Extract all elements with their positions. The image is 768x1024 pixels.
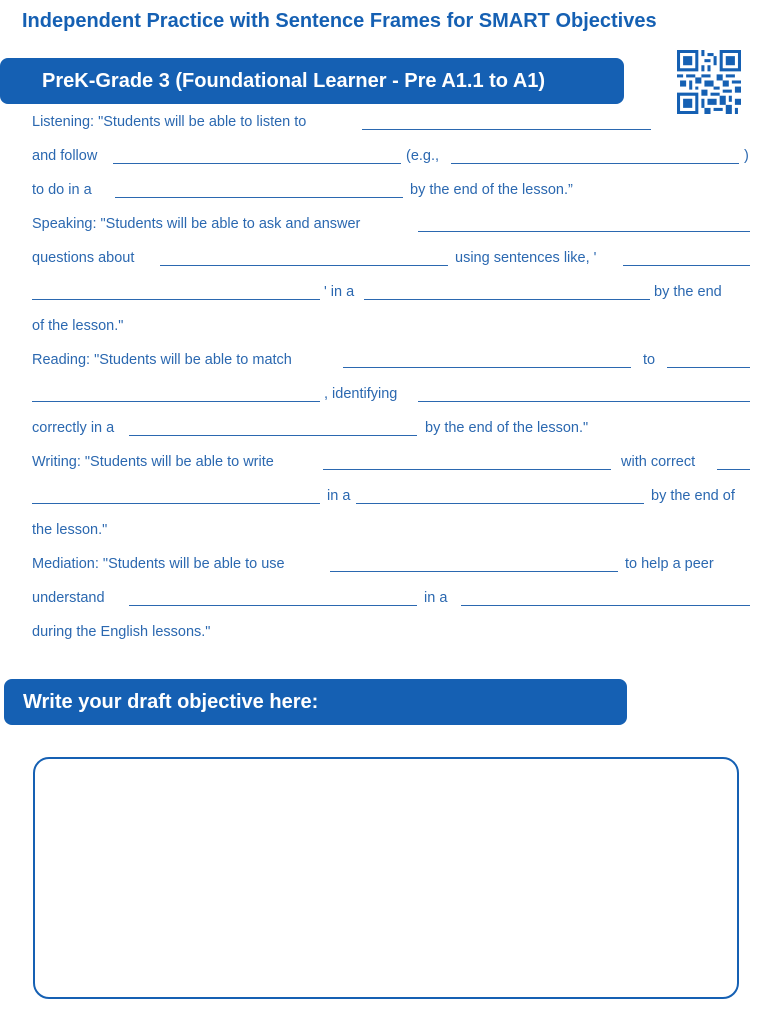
draft-objective-textarea[interactable] bbox=[33, 757, 739, 999]
listening-blank-instructions[interactable] bbox=[113, 163, 401, 164]
reading-frame-line-3a: correctly in a bbox=[32, 420, 115, 436]
speaking-frame-line-1: Speaking: "Students will be able to ask and answer bbox=[32, 216, 361, 232]
speaking-frame-line-2b: using sentences like, ' bbox=[455, 250, 597, 266]
reading-blank-item-b[interactable] bbox=[667, 367, 750, 368]
listening-blank-source[interactable] bbox=[362, 129, 651, 130]
reading-blank-activity[interactable] bbox=[129, 435, 417, 436]
listening-frame-line-2c: ) bbox=[744, 148, 749, 164]
writing-frame-line-2a: in a bbox=[327, 488, 351, 504]
speaking-frame-line-3a: ' in a bbox=[324, 284, 355, 300]
mediation-frame-line-3: during the English lessons." bbox=[32, 624, 211, 640]
listening-blank-example[interactable] bbox=[451, 163, 739, 164]
speaking-blank-activity[interactable] bbox=[364, 299, 650, 300]
writing-frame-line-3: the lesson." bbox=[32, 522, 108, 538]
mediation-frame-line-1a: Mediation: "Students will be able to use bbox=[32, 556, 285, 572]
writing-frame-line-1b: with correct bbox=[621, 454, 696, 470]
writing-frame-line-2b: by the end of bbox=[651, 488, 735, 504]
speaking-frame-line-4: of the lesson." bbox=[32, 318, 124, 334]
writing-blank-correct[interactable] bbox=[717, 469, 750, 470]
listening-frame-line-2a: and follow bbox=[32, 148, 98, 164]
draft-objective-banner: Write your draft objective here: bbox=[4, 679, 627, 725]
writing-blank-activity[interactable] bbox=[356, 503, 644, 504]
mediation-frame-line-1b: to help a peer bbox=[625, 556, 714, 572]
mediation-blank-strategy[interactable] bbox=[330, 571, 618, 572]
listening-frame-line-3b: by the end of the lesson.” bbox=[410, 182, 573, 198]
writing-blank-correct-cont[interactable] bbox=[32, 503, 320, 504]
mediation-frame-line-2a: understand bbox=[32, 590, 105, 606]
reading-frame-line-3b: by the end of the lesson." bbox=[425, 420, 589, 436]
reading-frame-line-1a: Reading: "Students will be able to match bbox=[32, 352, 292, 368]
mediation-frame-line-2b: in a bbox=[424, 590, 448, 606]
writing-blank-text-type[interactable] bbox=[323, 469, 611, 470]
writing-frame-line-1a: Writing: "Students will be able to write bbox=[32, 454, 274, 470]
qr-code-icon bbox=[677, 50, 741, 114]
level-banner: PreK-Grade 3 (Foundational Learner - Pre A1.1 to A1) bbox=[0, 58, 624, 104]
listening-frame-line-3a: to do in a bbox=[32, 182, 92, 198]
mediation-blank-content[interactable] bbox=[129, 605, 417, 606]
speaking-blank-question-type[interactable] bbox=[418, 231, 750, 232]
reading-blank-item-b-cont[interactable] bbox=[32, 401, 320, 402]
mediation-blank-activity[interactable] bbox=[461, 605, 750, 606]
listening-blank-activity[interactable] bbox=[115, 197, 403, 198]
speaking-frame-line-2a: questions about bbox=[32, 250, 135, 266]
reading-frame-line-1b: to bbox=[643, 352, 656, 368]
listening-frame-line-1: Listening: "Students will be able to listen to bbox=[32, 114, 307, 130]
reading-blank-item-a[interactable] bbox=[343, 367, 631, 368]
listening-frame-line-2b: (e.g., bbox=[406, 148, 440, 164]
page-title: Independent Practice with Sentence Frames for SMART Objectives bbox=[22, 10, 657, 32]
speaking-blank-topic[interactable] bbox=[160, 265, 448, 266]
speaking-blank-sentence-end[interactable] bbox=[32, 299, 320, 300]
speaking-frame-line-3b: by the end bbox=[654, 284, 722, 300]
reading-frame-line-2: , identifying bbox=[324, 386, 398, 402]
reading-blank-identify[interactable] bbox=[418, 401, 750, 402]
speaking-blank-sentence-start[interactable] bbox=[623, 265, 750, 266]
